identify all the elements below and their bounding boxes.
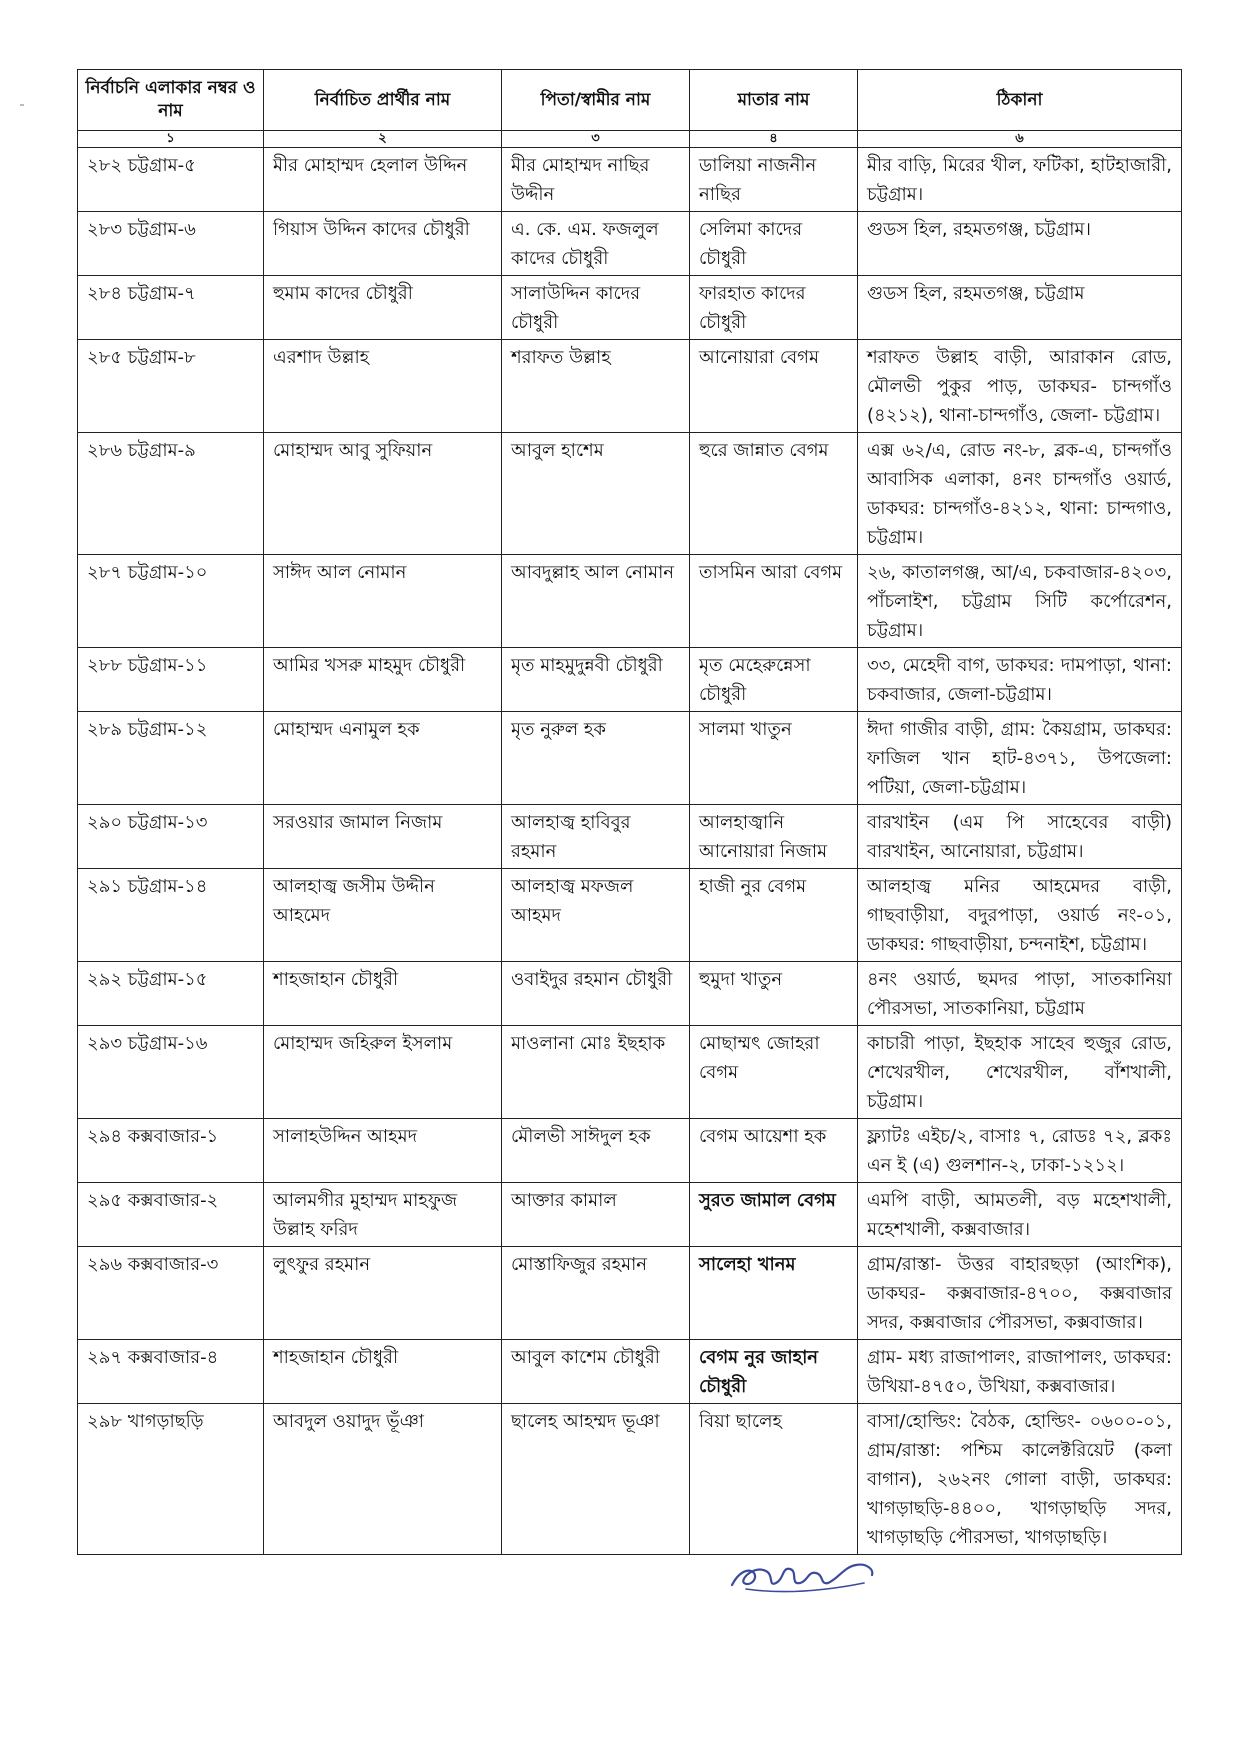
header-constituency: নির্বাচনি এলাকার নম্বর ও নাম — [78, 70, 264, 131]
table-row — [78, 1119, 1182, 1183]
header-father-husband-name: পিতা/স্বামীর নাম — [502, 70, 690, 131]
mother-name-cell: সালেহা খানম — [690, 1247, 858, 1340]
candidate-name-cell: শাহজাহান চৌধুরী — [264, 1340, 502, 1404]
mother-name-cell: আলহাজ্বানি আনোয়ারা নিজাম — [690, 805, 858, 869]
constituency-cell: ২৮৩ চট্টগ্রাম-৬ — [78, 212, 264, 276]
address-cell: ২৬, কাতালগঞ্জ, আ/এ, চকবাজার-৪২০৩, পাঁচলাইশ, চট্টগ্রাম সিটি কর্পোরেশন, চট্টগ্রাম। — [858, 555, 1182, 648]
table-row — [78, 148, 1182, 212]
father-name-cell: মোস্তাফিজুর রহমান — [502, 1247, 690, 1340]
father-name-cell: শরাফত উল্লাহ — [502, 340, 690, 433]
father-name-cell: ওবাইদুর রহমান চৌধুরী — [502, 962, 690, 1026]
candidate-name-cell: আলমগীর মুহাম্মদ মাহফুজ উল্লাহ ফরিদ — [264, 1183, 502, 1247]
column-index: ২ — [264, 131, 502, 148]
candidate-name-cell: গিয়াস উদ্দিন কাদের চৌধুরী — [264, 212, 502, 276]
father-name-cell: এ. কে. এম. ফজলুল কাদের চৌধুরী — [502, 212, 690, 276]
mother-name-cell: সেলিমা কাদের চৌধুরী — [690, 212, 858, 276]
mother-name-cell: বিয়া ছালেহ — [690, 1404, 858, 1555]
address-cell: গুডস হিল, রহমতগঞ্জ, চট্টগ্রাম। — [858, 212, 1182, 276]
header-mother-name: মাতার নাম — [690, 70, 858, 131]
candidate-name-cell: এরশাদ উল্লাহ — [264, 340, 502, 433]
father-name-cell: আক্তার কামাল — [502, 1183, 690, 1247]
mother-name-cell: হাজী নুর বেগম — [690, 869, 858, 962]
table-row — [78, 555, 1182, 648]
father-name-cell: আবুল কাশেম চৌধুরী — [502, 1340, 690, 1404]
mother-name-cell: মৃত মেহেরুন্নেসা চৌধুরী — [690, 648, 858, 712]
father-name-cell: মৃত মাহমুদুন্নবী চৌধুরী — [502, 648, 690, 712]
address-cell: শরাফত উল্লাহ বাড়ী, আরাকান রোড, মৌলভী পুকুর পাড়, ডাকঘর- চান্দগাঁও (৪২১২), থানা-চান্দগাঁও, জেলা- চট্টগ্রাম। — [858, 340, 1182, 433]
father-name-cell: মীর মোহাম্মদ নাছির উদ্দীন — [502, 148, 690, 212]
constituency-cell: ২৯৫ কক্সবাজার-২ — [78, 1183, 264, 1247]
constituency-cell: ২৮৪ চট্টগ্রাম-৭ — [78, 276, 264, 340]
table-row — [78, 1404, 1182, 1555]
candidate-name-cell: সাঈদ আল নোমান — [264, 555, 502, 648]
address-cell: আলহাজ্ব মনির আহমেদর বাড়ী, গাছবাড়ীয়া, বদুরপাড়া, ওয়ার্ড নং-০১, ডাকঘর: গাছবাড়ীয়া, চন্দনাইশ, চট্টগ্রাম। — [858, 869, 1182, 962]
constituency-cell: ২৯৮ খাগড়াছড়ি — [78, 1404, 264, 1555]
father-name-cell: আবুল হাশেম — [502, 433, 690, 555]
table-row — [78, 340, 1182, 433]
header-address: ঠিকানা — [858, 70, 1182, 131]
address-cell: গ্রাম/রাস্তা- উত্তর বাহারছড়া (আংশিক), ডাকঘর- কক্সবাজার-৪৭০০, কক্সবাজার সদর, কক্সবাজার পৌরসভা, কক্সবাজার। — [858, 1247, 1182, 1340]
mother-name-cell: ডালিয়া নাজনীন নাছির — [690, 148, 858, 212]
mother-name-cell: সুরত জামাল বেগম — [690, 1183, 858, 1247]
table-row — [78, 962, 1182, 1026]
address-cell: এক্স ৬২/এ, রোড নং-৮, ব্লক-এ, চান্দগাঁও আবাসিক এলাকা, ৪নং চান্দগাঁও ওয়ার্ড, ডাকঘর: চান্দগাঁও-৪২১২, থানা: চান্দগাও, চট্টগ্রাম। — [858, 433, 1182, 555]
constituency-cell: ২৯৬ কক্সবাজার-৩ — [78, 1247, 264, 1340]
constituency-cell: ২৮৭ চট্টগ্রাম-১০ — [78, 555, 264, 648]
mother-name-cell: তাসমিন আরা বেগম — [690, 555, 858, 648]
candidate-name-cell: আমির খসরু মাহমুদ চৌধুরী — [264, 648, 502, 712]
constituency-cell: ২৯৩ চট্টগ্রাম-১৬ — [78, 1026, 264, 1119]
column-index: ৩ — [502, 131, 690, 148]
column-index: ৪ — [690, 131, 858, 148]
constituency-cell: ২৯১ চট্টগ্রাম-১৪ — [78, 869, 264, 962]
column-index: ৬ — [858, 131, 1182, 148]
address-cell: মীর বাড়ি, মিরের খীল, ফটিকা, হাটহাজারী, চট্টগ্রাম। — [858, 148, 1182, 212]
father-name-cell: আবদুল্লাহ আল নোমান — [502, 555, 690, 648]
margin-mark — [20, 104, 24, 106]
candidate-name-cell: সরওয়ার জামাল নিজাম — [264, 805, 502, 869]
mother-name-cell: আনোয়ারা বেগম — [690, 340, 858, 433]
table-row — [78, 869, 1182, 962]
candidate-name-cell: শাহজাহান চৌধুরী — [264, 962, 502, 1026]
father-name-cell: ছালেহ আহম্মদ ভূঞা — [502, 1404, 690, 1555]
mother-name-cell: হুমুদা খাতুন — [690, 962, 858, 1026]
constituency-cell: ২৮৬ চট্টগ্রাম-৯ — [78, 433, 264, 555]
table-row — [78, 1247, 1182, 1340]
address-cell: গ্রাম- মধ্য রাজাপালং, রাজাপালং, ডাকঘর: উখিয়া-৪৭৫০, উখিয়া, কক্সবাজার। — [858, 1340, 1182, 1404]
father-name-cell: মৌলভী সাঈদুল হক — [502, 1119, 690, 1183]
column-index: ১ — [78, 131, 264, 148]
address-cell: ৩৩, মেহেদী বাগ, ডাকঘর: দামপাড়া, থানা: চকবাজার, জেলা-চট্টগ্রাম। — [858, 648, 1182, 712]
table-row — [78, 276, 1182, 340]
header-candidate-name: নির্বাচিত প্রার্থীর নাম — [264, 70, 502, 131]
mother-name-cell: ফারহাত কাদের চৌধুরী — [690, 276, 858, 340]
signature — [724, 1543, 884, 1603]
table-header-row — [78, 70, 1182, 131]
constituency-cell: ২৮৯ চট্টগ্রাম-১২ — [78, 712, 264, 805]
address-cell: ফ্ল্যাটঃ এইচ/২, বাসাঃ ৭, রোডঃ ৭২, ব্লকঃ এন ই (এ) গুলশান-২, ঢাকা-১২১২। — [858, 1119, 1182, 1183]
mother-name-cell: বেগম আয়েশা হক — [690, 1119, 858, 1183]
candidate-name-cell: হুমাম কাদের চৌধুরী — [264, 276, 502, 340]
constituency-cell: ২৮৮ চট্টগ্রাম-১১ — [78, 648, 264, 712]
table-row — [78, 805, 1182, 869]
candidate-name-cell: মোহাম্মদ আবু সুফিয়ান — [264, 433, 502, 555]
father-name-cell: আলহাজ্ব মফজল আহমদ — [502, 869, 690, 962]
constituency-cell: ২৯৪ কক্সবাজার-১ — [78, 1119, 264, 1183]
table-row — [78, 1026, 1182, 1119]
constituency-cell: ২৯৭ কক্সবাজার-৪ — [78, 1340, 264, 1404]
table-row — [78, 433, 1182, 555]
candidate-name-cell: লুৎফুর রহমান — [264, 1247, 502, 1340]
constituency-cell: ২৯০ চট্টগ্রাম-১৩ — [78, 805, 264, 869]
mother-name-cell: সালমা খাতুন — [690, 712, 858, 805]
candidate-name-cell: মোহাম্মদ জহিরুল ইসলাম — [264, 1026, 502, 1119]
table-row — [78, 1183, 1182, 1247]
address-cell: কাচারী পাড়া, ইছহাক সাহেব হুজুর রোড, শেখেরখীল, শেখেরখীল, বাঁশখালী, চট্টগ্রাম। — [858, 1026, 1182, 1119]
father-name-cell: মাওলানা মোঃ ইছহাক — [502, 1026, 690, 1119]
table-row — [78, 648, 1182, 712]
father-name-cell: সালাউদ্দিন কাদের চৌধুরী — [502, 276, 690, 340]
mother-name-cell: মোছাম্মৎ জোহরা বেগম — [690, 1026, 858, 1119]
table-row — [78, 712, 1182, 805]
table-body — [78, 148, 1182, 1555]
candidate-name-cell: মীর মোহাম্মদ হেলাল উদ্দিন — [264, 148, 502, 212]
table-row — [78, 1340, 1182, 1404]
constituency-cell: ২৮২ চট্টগ্রাম-৫ — [78, 148, 264, 212]
father-name-cell: মৃত নুরুল হক — [502, 712, 690, 805]
address-cell: এমপি বাড়ী, আমতলী, বড় মহেশখালী, মহেশখালী, কক্সবাজার। — [858, 1183, 1182, 1247]
column-index-row — [78, 131, 1182, 148]
candidate-name-cell: সালাহউদ্দিন আহমদ — [264, 1119, 502, 1183]
address-cell: বাসা/হোল্ডিং: বৈঠক, হোল্ডিং- ০৬০০-০১, গ্রাম/রাস্তা: পশ্চিম কালেক্টরিয়েট (কলা বাগান), ২৬২নং গোলা বাড়ী, ডাকঘর: খাগড়াছড়ি-৪৪০০, খাগড়াছড়ি সদর, খাগড়াছড়ি পৌরসভা, খাগড়াছড়ি। — [858, 1404, 1182, 1555]
elected-candidates-table — [77, 69, 1182, 1555]
candidate-name-cell: আলহাজ্ব জসীম উদ্দীন আহমেদ — [264, 869, 502, 962]
address-cell: ঈদা গাজীর বাড়ী, গ্রাম: কৈয়গ্রাম, ডাকঘর: ফাজিল খান হাট-৪৩৭১, উপজেলা: পটিয়া, জেলা-চট্টগ্রাম। — [858, 712, 1182, 805]
address-cell: গুডস হিল, রহমতগঞ্জ, চট্টগ্রাম — [858, 276, 1182, 340]
candidate-name-cell: আবদুল ওয়াদুদ ভূঁঞা — [264, 1404, 502, 1555]
mother-name-cell: হুরে জান্নাত বেগম — [690, 433, 858, 555]
mother-name-cell: বেগম নুর জাহান চৌধুরী — [690, 1340, 858, 1404]
father-name-cell: আলহাজ্ব হাবিবুর রহমান — [502, 805, 690, 869]
constituency-cell: ২৮৫ চট্টগ্রাম-৮ — [78, 340, 264, 433]
candidate-name-cell: মোহাম্মদ এনামুল হক — [264, 712, 502, 805]
address-cell: বারখাইন (এম পি সাহেবের বাড়ী) বারখাইন, আনোয়ারা, চট্টগ্রাম। — [858, 805, 1182, 869]
constituency-cell: ২৯২ চট্টগ্রাম-১৫ — [78, 962, 264, 1026]
address-cell: ৪নং ওয়ার্ড, ছমদর পাড়া, সাতকানিয়া পৌরসভা, সাতকানিয়া, চট্টগ্রাম — [858, 962, 1182, 1026]
table-row — [78, 212, 1182, 276]
